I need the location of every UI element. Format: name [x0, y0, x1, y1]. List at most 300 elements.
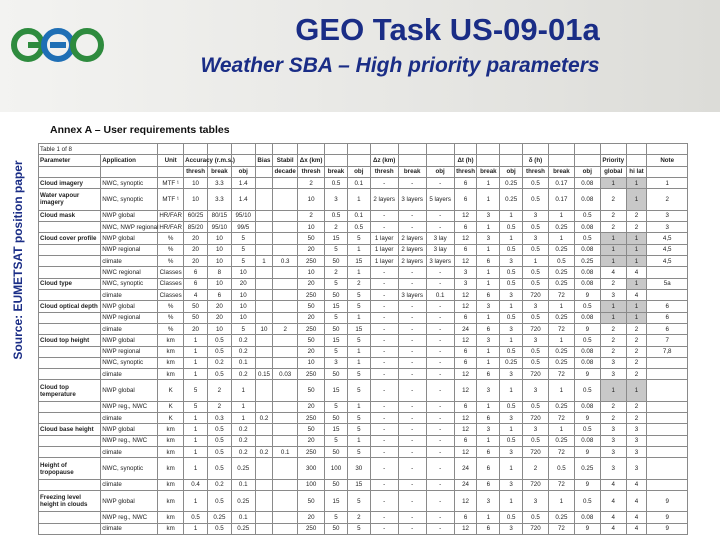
table-cell [255, 233, 273, 244]
table-cell: 6 [647, 312, 688, 323]
table-cell: 4 [184, 289, 208, 300]
table-cell: 1 [548, 301, 574, 312]
table-cell: K [158, 413, 184, 424]
table-cell: 1 [231, 401, 255, 412]
table-cell: 0.25 [574, 255, 600, 266]
table-cell: 50 [325, 413, 348, 424]
table-cell: 4 [600, 490, 626, 511]
table-cell: 3 [523, 301, 549, 312]
table-cell: hi lat [626, 166, 647, 177]
table-cell: - [370, 335, 398, 346]
table-cell: 10 [298, 267, 325, 278]
table-cell [647, 458, 688, 479]
table-cell: 4 [600, 479, 626, 490]
table-cell: HR/FAR [158, 210, 184, 221]
table-cell: - [370, 289, 398, 300]
table-cell: 0.5 [500, 244, 523, 255]
table-cell: - [426, 490, 454, 511]
table-cell: NWP global [101, 424, 158, 435]
table-cell [255, 424, 273, 435]
table-cell: 9 [574, 523, 600, 534]
table-cell: NWP global [101, 233, 158, 244]
table-cell: 3 layers [398, 289, 426, 300]
table-cell: 6 [454, 346, 477, 357]
table-cell: 10 [298, 189, 325, 210]
table-cell: 12 [454, 335, 477, 346]
table-cell [255, 512, 273, 523]
table-cell: 1 [184, 369, 208, 380]
table-cell: 1 [548, 490, 574, 511]
table-cell [548, 144, 574, 155]
table-cell: 0.2 [231, 369, 255, 380]
table-cell: 5 layers [426, 189, 454, 210]
table-cell: 3 [500, 323, 523, 334]
table-cell: 1 [500, 490, 523, 511]
table-cell: - [426, 523, 454, 534]
table-cell [273, 357, 298, 368]
table-cell: 3 [600, 458, 626, 479]
table-cell: Cloud optical depth [39, 301, 101, 312]
table-cell [255, 144, 273, 155]
table-cell [255, 490, 273, 511]
table-cell: 3.3 [207, 189, 231, 210]
table-cell [273, 523, 298, 534]
table-cell: 5a [647, 278, 688, 289]
table-cell: NWP regional [101, 312, 158, 323]
table-cell: 2 [523, 458, 549, 479]
table-cell: - [370, 435, 398, 446]
table-cell: 0.3 [273, 255, 298, 266]
table-cell: - [398, 357, 426, 368]
table-cell: 3 lay [426, 233, 454, 244]
table-cell: K [158, 401, 184, 412]
table-cell: 60/25 [184, 210, 208, 221]
table-row [39, 278, 688, 289]
table-cell: 6 [477, 479, 500, 490]
table-cell: 9 [647, 512, 688, 523]
table-cell: 15 [347, 479, 370, 490]
table-cell: 1 [184, 490, 208, 511]
table-cell: - [370, 221, 398, 232]
table-cell: 6 [454, 189, 477, 210]
table-cell: 6 [184, 278, 208, 289]
table-cell: 100 [325, 458, 348, 479]
table-cell: 6 [454, 312, 477, 323]
table-cell: 0.5 [523, 244, 549, 255]
table-cell: 10 [184, 189, 208, 210]
table-cell [255, 189, 273, 210]
table-cell [273, 177, 298, 188]
table-cell: 0.25 [548, 312, 574, 323]
table-cell: 0.2 [231, 435, 255, 446]
table-cell: % [158, 233, 184, 244]
table-cell: 1 [548, 380, 574, 401]
table-cell [273, 189, 298, 210]
table-cell: - [370, 369, 398, 380]
table-cell: 1 [600, 301, 626, 312]
table-cell: 2 layers [398, 244, 426, 255]
table-cell: 20 [184, 323, 208, 334]
table-cell: 2 [600, 346, 626, 357]
table-cell: 2 [626, 401, 647, 412]
table-cell: 1 [548, 335, 574, 346]
table-cell: 99/5 [231, 221, 255, 232]
table-cell: 1 [500, 380, 523, 401]
table-cell: - [398, 210, 426, 221]
table-cell: break [325, 166, 348, 177]
requirements-table [38, 143, 688, 535]
table-cell: 9 [574, 413, 600, 424]
table-cell: - [426, 335, 454, 346]
table-cell: 12 [454, 210, 477, 221]
table-cell [273, 346, 298, 357]
table-cell: 720 [523, 479, 549, 490]
table-cell: 1 [500, 301, 523, 312]
table-cell: 20 [298, 278, 325, 289]
table-cell: obj [574, 166, 600, 177]
table-cell: 0.08 [574, 267, 600, 278]
table-cell: 3 [477, 301, 500, 312]
table-cell: Height of tropopause [39, 458, 101, 479]
table-cell: 0.5 [207, 346, 231, 357]
table-cell: 0.5 [500, 221, 523, 232]
table-cell: 0.5 [207, 435, 231, 446]
table-cell: 1 [548, 233, 574, 244]
table-cell: 30 [347, 458, 370, 479]
table-cell: 12 [454, 447, 477, 458]
table-cell: 15 [325, 335, 348, 346]
table-cell: 3 [454, 267, 477, 278]
table-cell: 2 [600, 189, 626, 210]
table-cell: 12 [454, 424, 477, 435]
table-cell [255, 335, 273, 346]
table-cell: 10 [207, 278, 231, 289]
table-cell: 0.2 [207, 357, 231, 368]
table-cell: 5 [347, 523, 370, 534]
table-cell [273, 413, 298, 424]
table-cell [398, 144, 426, 155]
table-cell: km [158, 357, 184, 368]
table-cell: - [398, 523, 426, 534]
table-header-row [39, 166, 688, 177]
table-cell: 5 [231, 255, 255, 266]
table-cell: 3 lay [426, 244, 454, 255]
table-cell: - [426, 312, 454, 323]
table-cell: 1 [184, 458, 208, 479]
table-cell: climate [101, 369, 158, 380]
table-cell: 720 [523, 523, 549, 534]
table-cell: - [426, 278, 454, 289]
table-cell: - [398, 413, 426, 424]
table-cell: 20 [298, 312, 325, 323]
table-cell [39, 289, 101, 300]
table-cell: 0.5 [523, 221, 549, 232]
table-cell: - [398, 177, 426, 188]
table-cell: 50 [298, 335, 325, 346]
table-cell: 720 [523, 447, 549, 458]
table-cell: 5 [347, 447, 370, 458]
table-cell: 5 [231, 323, 255, 334]
table-cell: 2 [626, 346, 647, 357]
table-cell: 12 [454, 289, 477, 300]
table-cell: 1 [500, 458, 523, 479]
table-cell: 1 [184, 435, 208, 446]
table-cell: NWC, synoptic [101, 278, 158, 289]
source-note: Source: EUMETSAT position paper [11, 160, 25, 360]
table-cell: NWC, NWP regional [101, 221, 158, 232]
table-cell: 15 [325, 301, 348, 312]
table-cell [255, 210, 273, 221]
table-cell: - [370, 323, 398, 334]
table-cell: 0.5 [523, 512, 549, 523]
table-cell: 5 [347, 289, 370, 300]
table-cell: 3 [626, 424, 647, 435]
table-cell: 10 [231, 267, 255, 278]
table-cell: 1 [523, 255, 549, 266]
table-cell [273, 301, 298, 312]
table-row [39, 221, 688, 232]
table-cell: 1 [600, 177, 626, 188]
table-cell: 1 [477, 312, 500, 323]
table-cell: 0.5 [325, 210, 348, 221]
table-cell [39, 401, 101, 412]
geo-logo [10, 22, 104, 68]
table-row [39, 490, 688, 511]
table-cell: Classes [158, 278, 184, 289]
table-cell: 5 [347, 301, 370, 312]
table-cell: 1 [347, 357, 370, 368]
table-cell: HR/FAR [158, 221, 184, 232]
table-cell: 1 [347, 189, 370, 210]
table-cell: - [370, 267, 398, 278]
table-cell [39, 447, 101, 458]
table-cell: 0.25 [231, 458, 255, 479]
table-cell: 3 [523, 424, 549, 435]
table-cell: 0.08 [574, 244, 600, 255]
table-cell: 6 [477, 413, 500, 424]
table-cell: - [426, 380, 454, 401]
table-cell: - [370, 357, 398, 368]
table-cell: 3 [600, 369, 626, 380]
table-cell: 1 [477, 177, 500, 188]
table-cell: 12 [454, 369, 477, 380]
table-cell: km [158, 523, 184, 534]
table-cell: 10 [207, 233, 231, 244]
table-cell: - [426, 301, 454, 312]
table-cell: 0.2 [231, 424, 255, 435]
table-cell: Parameter [39, 155, 101, 166]
table-cell [255, 244, 273, 255]
table-cell: 0.08 [574, 346, 600, 357]
table-cell: Accuracy (r.m.s.) [184, 155, 208, 166]
table-cell: 1 [477, 346, 500, 357]
table-cell: 0.17 [548, 189, 574, 210]
table-cell: climate [101, 255, 158, 266]
table-cell: 6 [454, 177, 477, 188]
table-cell: 0.5 [548, 458, 574, 479]
table-cell: Classes [158, 267, 184, 278]
table-cell: 2 [626, 210, 647, 221]
table-cell: 1 [626, 255, 647, 266]
table-cell: 72 [548, 523, 574, 534]
table-cell: NWP global [101, 335, 158, 346]
table-cell: 0.25 [548, 278, 574, 289]
table-cell: 1 [600, 244, 626, 255]
table-cell: 4 [626, 512, 647, 523]
table-cell: 3 [626, 458, 647, 479]
table-cell: 250 [298, 523, 325, 534]
table-cell: 0.2 [255, 447, 273, 458]
table-cell: % [158, 301, 184, 312]
table-cell: - [398, 435, 426, 446]
table-cell: 5 [347, 424, 370, 435]
table-cell [647, 424, 688, 435]
table-cell: 10 [184, 177, 208, 188]
table-cell: 2 [600, 278, 626, 289]
table-cell: 0.08 [574, 357, 600, 368]
table-cell: 250 [298, 323, 325, 334]
table-cell: % [158, 244, 184, 255]
table-cell [273, 458, 298, 479]
table-cell [500, 144, 523, 155]
table-cell: 0.5 [207, 447, 231, 458]
table-cell: km [158, 435, 184, 446]
table-cell: 1 [231, 380, 255, 401]
table-cell: Priority [600, 155, 626, 166]
table-cell: NWC, synoptic [101, 177, 158, 188]
table-cell: 80/15 [207, 210, 231, 221]
table-cell: 1 [626, 177, 647, 188]
table-cell [273, 233, 298, 244]
table-cell: Cloud top height [39, 335, 101, 346]
table-cell: 50 [325, 289, 348, 300]
slide-subtitle: Weather SBA – High priority parameters [200, 54, 600, 77]
table-cell: 50 [298, 490, 325, 511]
table-cell: 1 [184, 523, 208, 534]
table-row [39, 357, 688, 368]
table-cell: 0.5 [500, 346, 523, 357]
table-cell [273, 512, 298, 523]
table-cell [255, 357, 273, 368]
table-cell [273, 479, 298, 490]
table-cell: - [370, 401, 398, 412]
table-cell: 3 [500, 447, 523, 458]
table-cell: MTF ¹ [158, 189, 184, 210]
table-cell [255, 346, 273, 357]
table-cell: - [370, 490, 398, 511]
table-cell: 1 [548, 424, 574, 435]
table-cell: 1 [477, 435, 500, 446]
table-cell: 1 [500, 233, 523, 244]
table-cell: 1 layer [370, 233, 398, 244]
table-cell: - [398, 380, 426, 401]
table-cell: 1 [347, 244, 370, 255]
table-cell: - [370, 424, 398, 435]
table-cell: 0.2 [255, 413, 273, 424]
table-cell: 250 [298, 289, 325, 300]
table-cell: 0.25 [548, 221, 574, 232]
table-cell: break [207, 166, 231, 177]
table-cell: 0.5 [500, 278, 523, 289]
table-cell: 3 [500, 255, 523, 266]
table-cell: 250 [298, 369, 325, 380]
table-cell: 1.4 [231, 177, 255, 188]
table-cell: - [398, 424, 426, 435]
table-cell: 15 [347, 323, 370, 334]
table-cell: 0.1 [347, 177, 370, 188]
table-cell: km [158, 490, 184, 511]
table-row [39, 301, 688, 312]
table-cell: 5 [184, 380, 208, 401]
table-cell: 0.1 [347, 210, 370, 221]
table-cell [158, 144, 184, 155]
table-cell [39, 166, 101, 177]
table-cell: 9 [647, 490, 688, 511]
table-cell: 2 [626, 221, 647, 232]
table-cell: thresh [523, 166, 549, 177]
table-cell [273, 144, 298, 155]
table-cell [255, 166, 273, 177]
table-cell [255, 435, 273, 446]
table-cell: 0.08 [574, 278, 600, 289]
table-cell: 3 [626, 447, 647, 458]
table-cell: 3 [477, 380, 500, 401]
table-cell [347, 144, 370, 155]
table-row [39, 267, 688, 278]
table-cell: 2 [626, 335, 647, 346]
table-cell: % [158, 255, 184, 266]
table-cell [647, 166, 688, 177]
table-cell: 0.3 [207, 413, 231, 424]
table-cell [647, 380, 688, 401]
table-cell: 0.25 [231, 523, 255, 534]
table-cell: 1 [477, 221, 500, 232]
table-row [39, 401, 688, 412]
table-row [39, 244, 688, 255]
table-cell: 0.2 [231, 346, 255, 357]
table-cell: 0.08 [574, 401, 600, 412]
table-cell: 0.25 [548, 512, 574, 523]
table-cell: 5 [347, 369, 370, 380]
table-cell: 3 [523, 210, 549, 221]
table-cell: 0.5 [574, 335, 600, 346]
table-cell: - [426, 357, 454, 368]
table-cell: 3 [600, 435, 626, 446]
table-cell: 15 [325, 233, 348, 244]
table-cell: NWP global [101, 490, 158, 511]
table-cell [273, 335, 298, 346]
table-cell: - [398, 221, 426, 232]
table-cell: 1 [626, 380, 647, 401]
table-cell: 20 [298, 244, 325, 255]
table-cell: 6 [454, 357, 477, 368]
table-cell: 5 [347, 490, 370, 511]
table-cell: - [370, 413, 398, 424]
table-cell: 5 [325, 278, 348, 289]
table-cell: 2 [207, 380, 231, 401]
table-cell: km [158, 369, 184, 380]
table-cell: 6 [477, 323, 500, 334]
table-cell: 1 [347, 346, 370, 357]
table-cell: 0.08 [574, 177, 600, 188]
table-cell: 0.5 [347, 221, 370, 232]
table-cell: % [158, 312, 184, 323]
table-cell [273, 210, 298, 221]
table-cell: 10 [231, 312, 255, 323]
table-header-row [39, 155, 688, 166]
table-cell: climate [101, 523, 158, 534]
table-cell: 72 [548, 289, 574, 300]
